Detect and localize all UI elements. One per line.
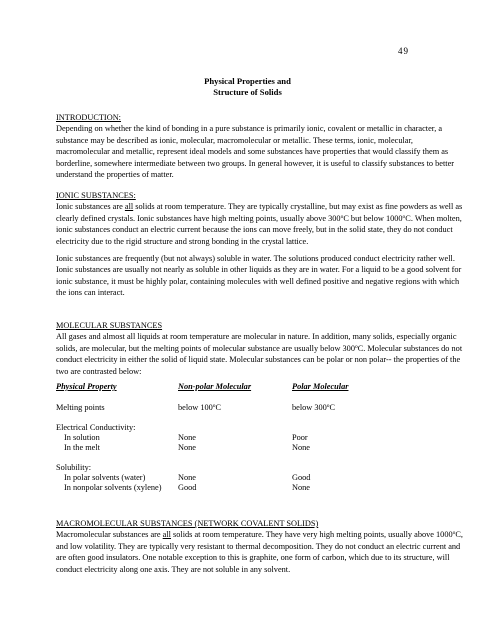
header-physical-property: Physical Property [56,382,117,391]
title-line-2: Structure of Solids [213,87,282,97]
introduction-heading: INTRODUCTION: [56,113,121,122]
macromolecular-section [56,518,468,575]
ionic-paragraph-2: Ionic substances are frequently (but not always) soluble in water. The solutions produced conduct electricity rather well. Ionic substances are usually not nearly as soluble in other liquids as they are in water. For a liquid to be a good solvent for ionic substance, it must be highly polar, containing molecules with well defined positive and negative regions with which the ions can interact. [56,254,462,298]
molecular-text: All gases and almost all liquids at room temperature are molecular in nature. In addition, many solids, especially organic solids, are molecular, but the melting points of molecular substance are usually below 300$^o$C. Molecular substances do not conduct electricity in either the solid of liquid state. Molecular substances can be polar or non polar-- the properties of the two are contrasted below: [56,332,463,376]
header-nonpolar: Non-polar Molecular [178,382,252,391]
solution-label: In solution [64,433,100,442]
solution-nonpolar: None [178,433,196,442]
introduction-section [56,112,468,180]
melting-label: Melting points [56,403,105,412]
molecular-section [56,320,468,377]
page-title [0,76,495,98]
macromolecular-text: Macromolecular substances are all solids at room temperature. They have very high melting points, usually above 1000$^o$C, and low volatility. They are typically very resistant to thermal decomposition. They do not conduct an electric current and are often good insulators. One notable exception to this is graphite, one form of carbon, which due to its structure, will conduct electricity along one axis. They are not soluble in any solvent. [56,530,463,574]
polar-solvent-nonpolar: None [178,473,196,482]
polar-solvent-polar: Good [292,473,311,482]
melt-label: In the melt [64,443,100,452]
melting-polar: below 300$^o$C [292,403,336,412]
solution-polar: Poor [292,433,308,442]
ionic-heading: IONIC SUBSTANCES: [56,191,136,200]
introduction-text: Depending on whether the kind of bonding in a pure substance is primarily ionic, covalent or metallic in character, a substance may be described as ionic, molecular, macromolecular or metallic. These terms, ionic, molecular, macromolecular and metallic, represent ideal models and some substances have properties that would classify them as borderline, somewhere intermediate between two groups. In general however, it is useful to classify substances to better understand the properties of matter. [56,124,455,180]
title-line-1: Physical Properties and [204,76,291,86]
solubility-label: Solubility: [56,463,92,472]
ionic-paragraph-1: Ionic substances are all solids at room temperature. They are typically crystalline, but may exist as fine powders as well as clearly defined crystals. Ionic substances have high melting points, usually above 300$^o$C but below 1000$^o$C. When molten, ionic substances conduct an electric current because the ions can move freely, but in the solid state, they do not conduct electricity due to the rigid structure and strong bonding in the crystal lattice. [56,202,463,246]
ionic-paragraph-2-block [56,253,468,299]
macromolecular-heading: MACROMOLECULAR SUBSTANCES (NETWORK COVALENT SOLIDS) [56,519,319,528]
melt-nonpolar: None [178,443,196,452]
page-number: 49 [398,46,409,56]
nonpolar-solvent-polar: None [292,483,310,492]
melting-nonpolar: below 100$^o$C [178,403,222,412]
nonpolar-solvent-label: In nonpolar solvents (xylene) [64,483,162,492]
melt-polar: None [292,443,310,452]
molecular-heading: MOLECULAR SUBSTANCES [56,321,163,330]
header-polar: Polar Molecular [292,382,349,391]
nonpolar-solvent-nonpolar: Good [178,483,197,492]
ionic-section [56,190,468,247]
conductivity-label: Electrical Conductivity: [56,423,136,432]
polar-solvent-label: In polar solvents (water) [64,473,146,482]
